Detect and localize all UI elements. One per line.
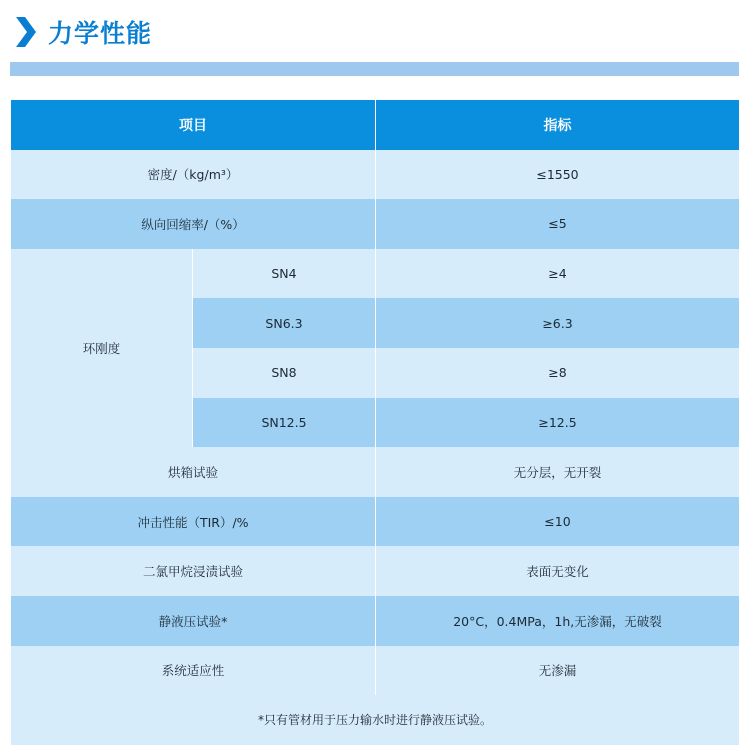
table-row [11,199,740,249]
grade-cell: SN12.5 [193,398,376,448]
table-row [11,646,740,696]
ring-stiffness-label: 环刚度 [11,249,193,447]
row-value: ≤1550 [376,150,740,200]
row-item: 烘箱试验 [11,447,376,497]
column-header-item: 项目 [11,100,376,150]
row-value: 无渗漏 [376,646,740,696]
row-value: ≥6.3 [376,298,740,348]
row-value: ≥12.5 [376,398,740,448]
column-header-value: 指标 [376,100,740,150]
row-value: 20°C，0.4MPa，1h,无渗漏，无破裂 [376,596,740,646]
table-note-row [11,695,740,745]
table-row [11,596,740,646]
grade-cell: SN8 [193,348,376,398]
row-value: 表面无变化 [376,546,740,596]
section-header [14,12,152,52]
double-chevron-right-icon [14,15,42,49]
row-item: 二氯甲烷浸渍试验 [11,546,376,596]
table-row [11,546,740,596]
grade-cell: SN6.3 [193,298,376,348]
row-value: ≤10 [376,497,740,547]
spec-table [10,100,740,745]
table-row [11,447,740,497]
row-item: 系统适应性 [11,646,376,696]
table-header-row [11,100,740,150]
row-item: 冲击性能（TIR）/% [11,497,376,547]
row-value: ≥8 [376,348,740,398]
table-row [11,150,740,200]
row-item: 纵向回缩率/（%） [11,199,376,249]
table-row [11,497,740,547]
row-item: 静液压试验* [11,596,376,646]
divider-bar [10,62,739,76]
row-value: ≤5 [376,199,740,249]
grade-cell: SN4 [193,249,376,299]
row-value: 无分层，无开裂 [376,447,740,497]
row-value: ≥4 [376,249,740,299]
table-row [11,249,740,299]
row-item: 密度/（kg/m³） [11,150,376,200]
table-note: *只有管材用于压力输水时进行静液压试验。 [11,695,740,745]
section-title: 力学性能 [48,19,153,48]
